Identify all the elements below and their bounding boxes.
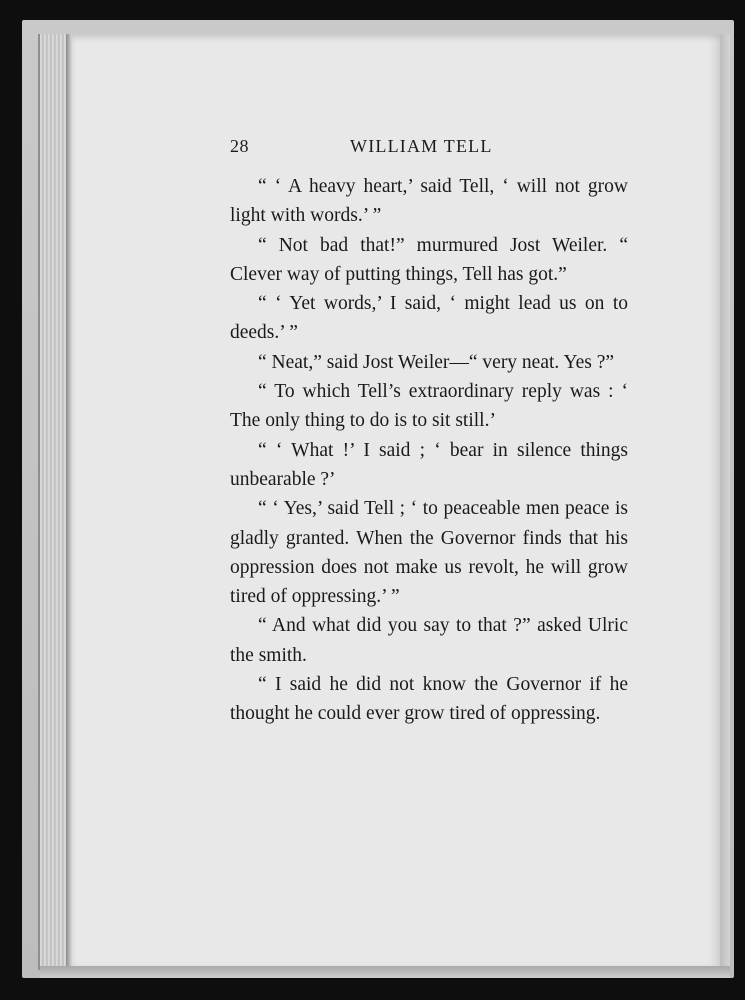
cover-right-edge <box>720 34 730 970</box>
running-head: WILLIAM TELL <box>350 136 493 156</box>
paragraph: “ ‘ A heavy heart,’ said Tell, ‘ will not grow light with words.’ ” <box>230 176 628 227</box>
paragraph: “ To which Tell’s extraordinary reply was : ‘ The only thing to do is to sit still.’ <box>230 381 628 432</box>
body-text <box>230 172 628 729</box>
page-header <box>230 134 628 164</box>
paragraph: “ ‘ Yes,’ said Tell ; ‘ to peaceable men peace is gladly granted. When the Governor finds that his oppression does not make us revolt, he will grow tired of oppressing.’ ” <box>230 498 628 608</box>
paragraph: “ And what did you say to that ?” asked Ulric the smith. <box>230 615 628 666</box>
paragraph: “ I said he did not know the Governor if he thought he could ever grow tired of oppressing. <box>230 674 628 725</box>
paragraph: “ ‘ Yet words,’ I said, ‘ might lead us on to deeds.’ ” <box>230 293 628 344</box>
page-number: 28 <box>230 136 249 156</box>
cover-bottom-edge <box>40 966 730 978</box>
paragraph: “ Neat,” said Jost Weiler—“ very neat. Yes ?” <box>258 351 614 373</box>
paragraph: “ Not bad that!” murmured Jost Weiler. “ Clever way of putting things, Tell has got.” <box>230 234 628 285</box>
paragraph: “ ‘ What !’ I said ; ‘ bear in silence things unbearable ?’ <box>230 439 628 490</box>
